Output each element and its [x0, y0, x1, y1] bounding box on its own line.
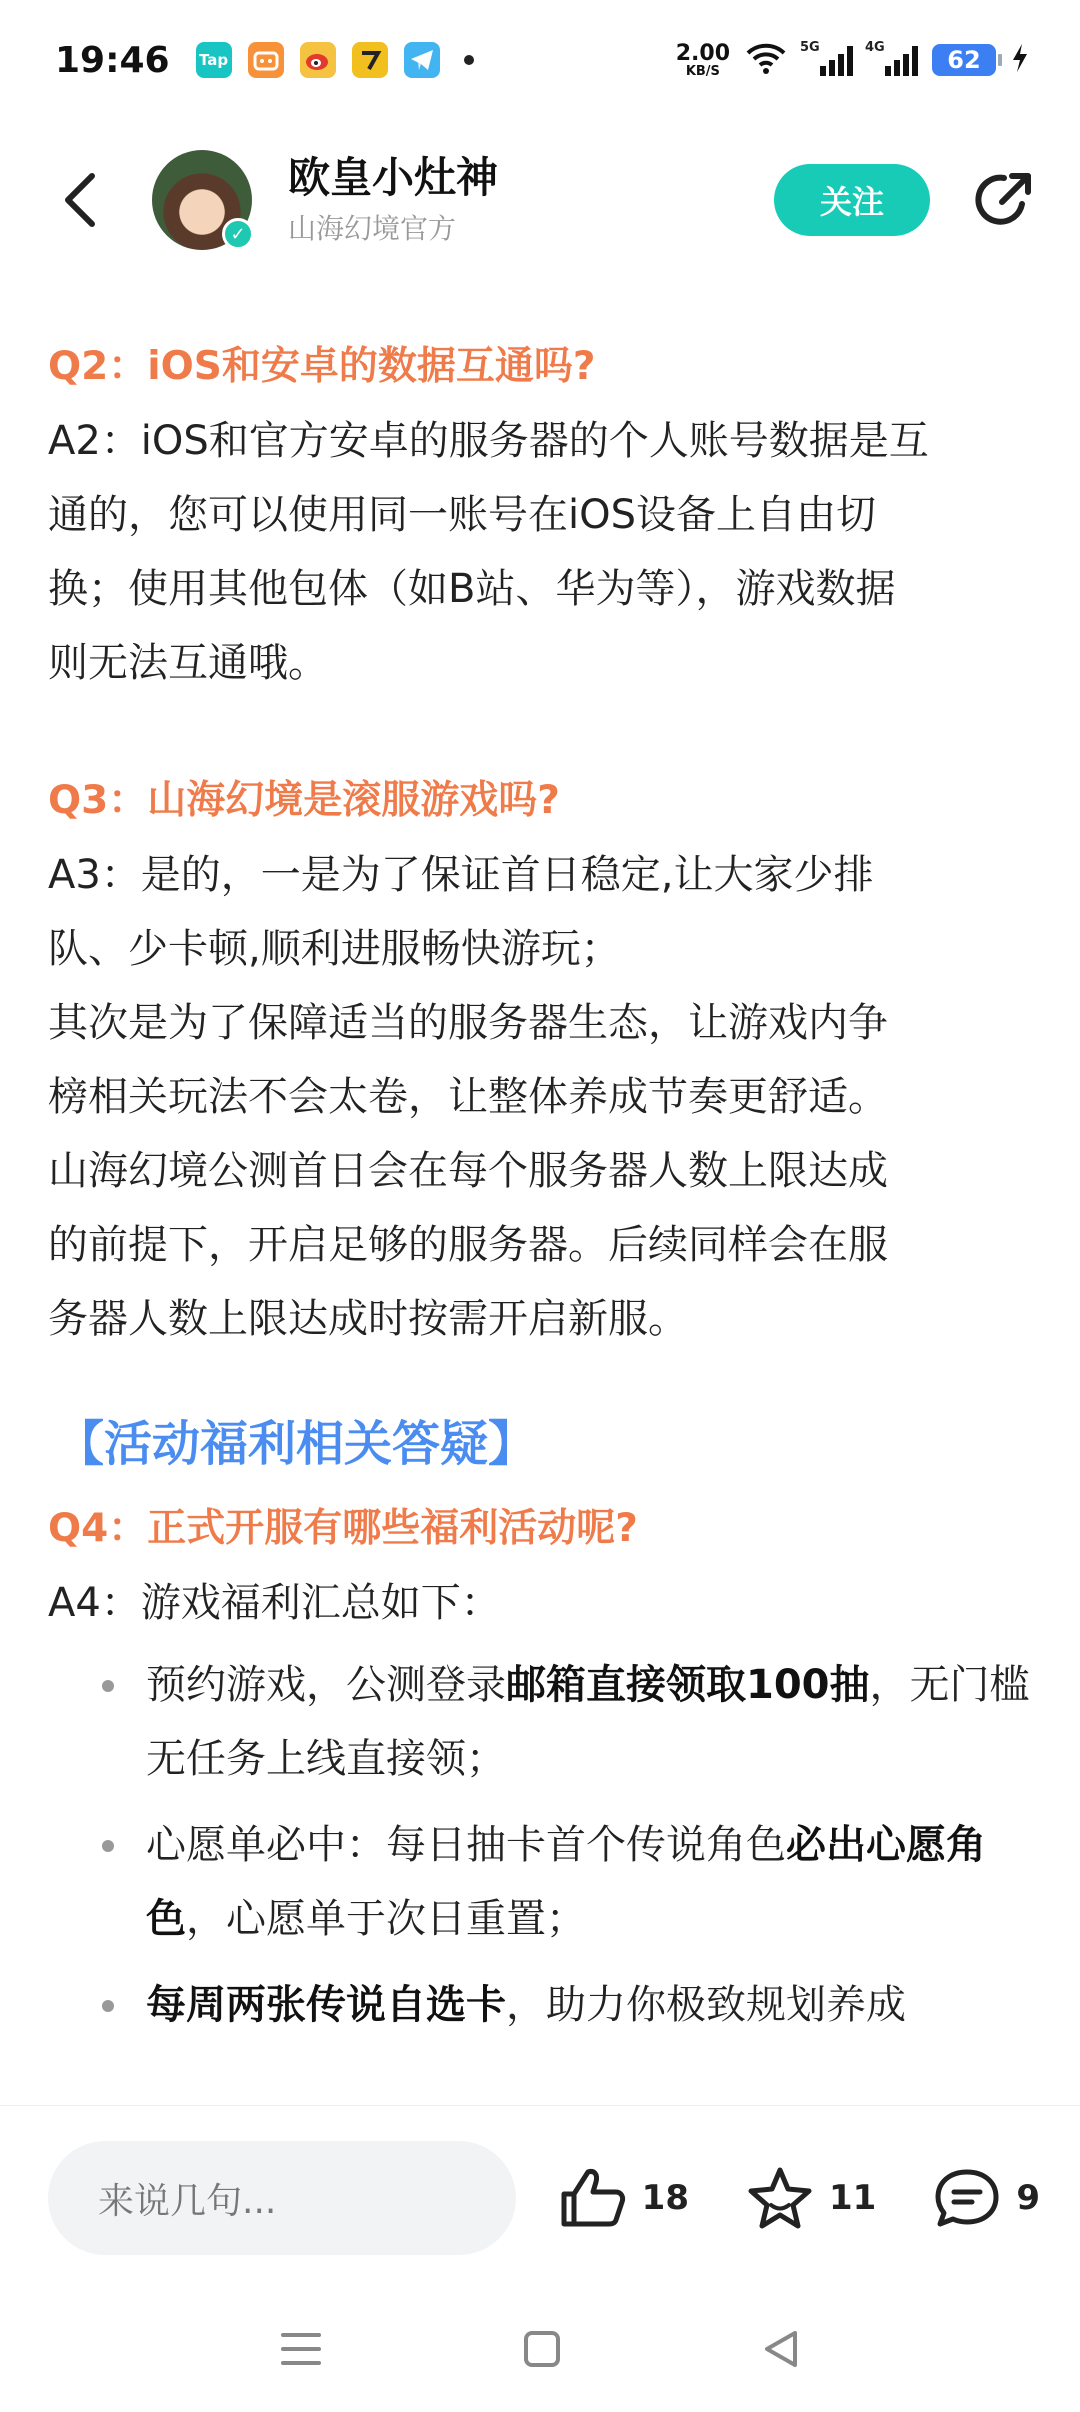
user-info[interactable]: [288, 153, 774, 247]
bottom-action-bar: [0, 2105, 1080, 2290]
status-time: 19:46: [55, 39, 170, 81]
comment-input[interactable]: 来说几句...: [48, 2141, 516, 2255]
taptap-icon: Tap: [196, 42, 232, 78]
answer-a3-line: 务器人数上限达成时按需开启新服。: [48, 1296, 688, 1342]
answer-a3-line: 队、少卡顿,顺利进服畅快游玩；: [48, 926, 621, 972]
answer-a3-line: 其次是为了保障适当的服务器生态，让游戏内争: [48, 1000, 888, 1046]
answer-a2-line: 则无法互通哦。: [48, 640, 328, 686]
post-actions: [558, 2165, 1040, 2231]
weibo-icon: [300, 42, 336, 78]
avatar[interactable]: [152, 150, 252, 250]
chevron-left-icon: [60, 170, 100, 230]
list-item-text: ，心愿单于次日重置；: [186, 1896, 586, 1942]
home-icon[interactable]: [522, 2329, 562, 2373]
network-speed-unit: KB/S: [685, 63, 720, 79]
answer-a2-line: 换；使用其他包体（如B站、华为等），游戏数据: [48, 566, 896, 612]
wifi-icon: [744, 41, 788, 79]
charging-icon: [1010, 42, 1030, 78]
answer-a2-line: 通的，您可以使用同一账号在iOS设备上自由切: [48, 492, 876, 538]
follow-button[interactable]: 关注: [774, 164, 930, 236]
star-icon: [745, 2165, 815, 2231]
list-item-bold-text: 邮箱直接领取100抽: [506, 1662, 870, 1708]
benefits-list: [48, 1648, 1038, 2042]
network-speed: [675, 40, 730, 79]
battery-icon: 62: [932, 44, 996, 76]
signal-4g-label: 4G: [865, 40, 885, 55]
network-speed-value: 2.00: [675, 40, 730, 66]
comment-bubble-icon: [932, 2166, 1002, 2230]
list-item-text: ，无门槛无任务上线直接领；: [146, 1662, 1030, 1782]
post-header: [0, 120, 1080, 280]
share-button[interactable]: [968, 164, 1040, 236]
question-q4: Q4：正式开服有哪些福利活动呢?: [48, 1506, 638, 1551]
answer-a4: A4：游戏福利汇总如下：: [48, 1580, 501, 1626]
back-button[interactable]: [50, 160, 110, 240]
answer-a3-line: A3：是的，一是为了保证首日稳定,让大家少排: [48, 852, 874, 898]
list-item: [48, 1808, 1038, 1956]
list-item-bold-text: 必出心愿角色: [146, 1822, 986, 1942]
list-item-text: 预约游戏，公测登录: [146, 1662, 506, 1708]
bilibili-tv-icon: [248, 42, 284, 78]
answer-a3-line: 山海幻境公测首日会在每个服务器人数上限达成: [48, 1148, 888, 1194]
signal-5g-label: 5G: [800, 40, 820, 55]
answer-a2-line: A2：iOS和官方安卓的服务器的个人账号数据是互: [48, 418, 929, 464]
signal-4g-icon: [865, 40, 918, 76]
status-left: [55, 40, 474, 81]
share-icon: [972, 168, 1036, 232]
telegram-icon: [404, 42, 440, 78]
favorite-count: 11: [829, 2178, 877, 2218]
list-item: [48, 1648, 1038, 1796]
list-item-bold-text: 每周两张传说自选卡: [146, 1982, 506, 2028]
game-app-icon: [352, 42, 388, 78]
answer-a3-line: 的前提下，开启足够的服务器。后续同样会在服: [48, 1222, 888, 1268]
section-title: 【活动福利相关答疑】: [56, 1416, 537, 1472]
status-bar: [0, 0, 1080, 120]
like-count: 18: [641, 2178, 689, 2218]
signal-5g-icon: [800, 40, 853, 76]
list-item: [48, 1968, 1038, 2042]
answer-a3-line: 榜相关玩法不会太卷，让整体养成节奏更舒适。: [48, 1074, 888, 1120]
favorite-button[interactable]: [745, 2165, 876, 2231]
comment-button[interactable]: [932, 2166, 1040, 2230]
list-item-text: ，助力你极致规划养成: [506, 1982, 906, 2028]
question-q3: Q3：山海幻境是滚服游戏吗?: [48, 778, 560, 823]
list-item-text: 心愿单必中：每日抽卡首个传说角色: [146, 1822, 786, 1868]
like-button[interactable]: [558, 2166, 689, 2230]
system-navigation-bar: [0, 2290, 1080, 2412]
more-notifications-dot: [464, 55, 474, 65]
post-content: [48, 330, 1038, 2054]
comment-count: 9: [1016, 2178, 1040, 2218]
user-name[interactable]: 欧皇小灶神: [288, 152, 499, 202]
user-subtitle: 山海幻境官方: [288, 212, 457, 246]
question-q2: Q2：iOS和安卓的数据互通吗?: [48, 344, 596, 389]
verified-badge-icon: ✓: [222, 218, 254, 250]
status-right: [676, 41, 1030, 79]
menu-icon[interactable]: [279, 2331, 323, 2371]
thumbs-up-icon: [558, 2166, 628, 2230]
back-triangle-icon[interactable]: [761, 2329, 801, 2373]
